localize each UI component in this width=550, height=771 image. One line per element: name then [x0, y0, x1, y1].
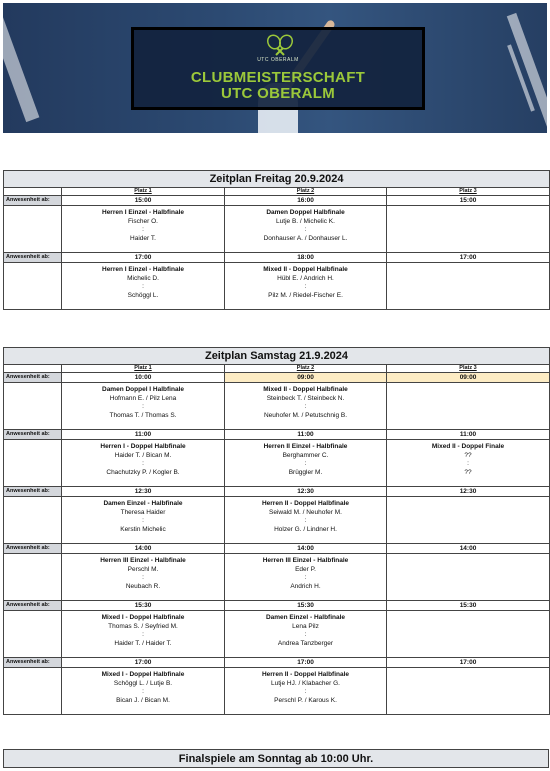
- player-pair-2: Kerstin Michelic: [120, 526, 166, 533]
- match-title: Herren III Einzel - Halbfinale: [100, 557, 186, 564]
- attendance-label: Anwesenheit ab:: [4, 601, 62, 611]
- court-header-blank: [4, 365, 62, 373]
- banner-title: [134, 70, 422, 102]
- attendance-time-court-2: 16:00: [225, 196, 387, 206]
- player-pair-1: Berghammer C.: [282, 452, 329, 459]
- match-title: Mixed II - Doppel Halbfinale: [263, 386, 348, 393]
- match-cell-court-1: [62, 383, 225, 430]
- player-pair-2: Haider T.: [130, 235, 156, 242]
- match-cell-court-1: [62, 554, 225, 601]
- attendance-time-court-3: 12:30: [387, 487, 550, 497]
- player-pair-1: Lutje HJ. / Klabacher G.: [270, 680, 340, 687]
- player-pair-1: Steinbeck T. / Steinbeck N.: [266, 395, 345, 402]
- versus-separator: :: [304, 574, 307, 581]
- crossed-rackets-icon: [264, 34, 296, 56]
- match-cell-court-1: [62, 497, 225, 544]
- attendance-time-court-3: 14:00: [387, 544, 550, 554]
- attendance-time-court-2: 12:30: [225, 487, 387, 497]
- attendance-label: Anwesenheit ab:: [4, 373, 62, 383]
- match-title: Herren II - Doppel Halbfinale: [261, 671, 350, 678]
- header-banner: [3, 3, 547, 133]
- match-cell-court-3: [387, 206, 550, 253]
- club-logo: [131, 27, 425, 110]
- decorative-streak: [3, 14, 39, 122]
- player-pair-2: Andrea Tanzberger: [277, 640, 334, 647]
- match-row-blank: [4, 668, 62, 715]
- player-pair-2: Pilz M. / Riedel-Fischer E.: [268, 292, 343, 299]
- versus-separator: :: [304, 226, 307, 233]
- match-cell-court-2: [225, 668, 387, 715]
- schedule-title-row: [4, 171, 550, 188]
- versus-separator: :: [142, 688, 144, 695]
- versus-separator: :: [142, 403, 144, 410]
- attendance-time-court-2: 17:00: [225, 658, 387, 668]
- match-row-blank: [4, 263, 62, 310]
- court-header-2: Platz 2: [225, 188, 387, 196]
- attendance-time-court-3: 17:00: [387, 658, 550, 668]
- match-cell-court-3: [387, 668, 550, 715]
- friday-schedule-table: [3, 170, 550, 310]
- attendance-label: Anwesenheit ab:: [4, 430, 62, 440]
- court-header-3: Platz 3: [387, 188, 550, 196]
- attendance-row: [4, 253, 550, 263]
- match-cell-court-3: [387, 554, 550, 601]
- logo-club-name: UTC OBERALM: [257, 57, 299, 63]
- versus-separator: :: [304, 403, 307, 410]
- match-title: Mixed I - Doppel Halbfinale: [101, 614, 185, 621]
- player-pair-1: ??: [464, 452, 472, 459]
- sunday-final-title: Finalspiele am Sonntag ab 10:00 Uhr.: [4, 750, 549, 768]
- player-pair-1: Perschl M.: [127, 566, 159, 573]
- match-title: Mixed II - Doppel Halbfinale: [263, 266, 348, 273]
- schedule-title: Zeitplan Freitag 20.9.2024: [4, 171, 550, 188]
- attendance-time-court-1: 10:00: [62, 373, 225, 383]
- player-pair-2: Donhauser A. / Donhauser L.: [263, 235, 348, 242]
- match-cell-court-1: [62, 440, 225, 487]
- match-cell-court-1: [62, 668, 225, 715]
- match-title: Herren I Einzel - Halbfinale: [102, 209, 184, 216]
- player-pair-2: Schöggl L.: [127, 292, 159, 299]
- versus-separator: :: [467, 460, 469, 467]
- match-row-blank: [4, 554, 62, 601]
- versus-separator: :: [142, 226, 144, 233]
- player-pair-2: Bican J. / Bican M.: [116, 697, 170, 704]
- player-pair-1: Michelic D.: [127, 275, 159, 282]
- match-row: [4, 440, 550, 487]
- match-cell-court-3: [387, 383, 550, 430]
- player-pair-2: Haider T. / Haider T.: [114, 640, 172, 647]
- attendance-label: Anwesenheit ab:: [4, 658, 62, 668]
- match-title: Herren II Einzel - Halbfinale: [263, 443, 348, 450]
- versus-separator: :: [142, 631, 144, 638]
- versus-separator: :: [304, 517, 307, 524]
- decorative-streak: [507, 13, 547, 129]
- player-pair-1: Seiwald M. / Neuhofer M.: [269, 509, 342, 516]
- match-title: Herren III Einzel - Halbfinale: [262, 557, 349, 564]
- player-pair-1: Lutje B. / Michelic K.: [276, 218, 335, 225]
- player-pair-1: Eder P.: [295, 566, 316, 573]
- versus-separator: :: [142, 460, 144, 467]
- saturday-schedule-table: [3, 347, 550, 715]
- player-pair-1: Haider T. / Bican M.: [114, 452, 172, 459]
- match-title: Mixed II - Doppel Finale: [431, 443, 505, 450]
- court-header-row: [4, 188, 550, 196]
- match-row: [4, 554, 550, 601]
- versus-separator: :: [304, 283, 307, 290]
- player-pair-2: Holzer G. / Lindner H.: [274, 526, 337, 533]
- match-cell-court-1: [62, 263, 225, 310]
- player-pair-2: Thomas T. / Thomas S.: [109, 412, 177, 419]
- attendance-time-court-3: 11:00: [387, 430, 550, 440]
- attendance-row: [4, 658, 550, 668]
- banner-title-line1: CLUBMEISTERSCHAFT: [190, 69, 366, 86]
- attendance-time-court-3: 17:00: [387, 253, 550, 263]
- attendance-time-court-1: 12:30: [62, 487, 225, 497]
- schedule-title-row: [4, 348, 550, 365]
- attendance-time-court-3: 09:00: [387, 373, 550, 383]
- versus-separator: :: [142, 283, 144, 290]
- attendance-label: Anwesenheit ab:: [4, 253, 62, 263]
- court-header-1: Platz 1: [62, 365, 225, 373]
- match-cell-court-2: [225, 611, 387, 658]
- match-row: [4, 497, 550, 544]
- match-row: [4, 668, 550, 715]
- versus-separator: :: [304, 631, 307, 638]
- match-row: [4, 263, 550, 310]
- match-cell-court-2: [225, 263, 387, 310]
- versus-separator: :: [142, 574, 144, 581]
- attendance-time-court-2: 15:30: [225, 601, 387, 611]
- attendance-time-court-1: 17:00: [62, 658, 225, 668]
- attendance-label: Anwesenheit ab:: [4, 544, 62, 554]
- match-title: Damen Doppel I Halbfinale: [102, 386, 184, 393]
- attendance-time-court-3: 15:30: [387, 601, 550, 611]
- attendance-time-court-2: 18:00: [225, 253, 387, 263]
- player-pair-1: Fischer O.: [128, 218, 158, 225]
- match-cell-court-3: [387, 263, 550, 310]
- court-header-blank: [4, 188, 62, 196]
- player-pair-1: Theresa Haider: [120, 509, 166, 516]
- match-row-blank: [4, 440, 62, 487]
- player-pair-2: Andrich H.: [290, 583, 321, 590]
- attendance-row: [4, 487, 550, 497]
- match-title: Herren I - Doppel Halbfinale: [100, 443, 186, 450]
- versus-separator: :: [304, 460, 307, 467]
- attendance-time-court-2: 09:00: [225, 373, 387, 383]
- match-title: Damen Einzel - Halbfinale: [103, 500, 183, 507]
- attendance-time-court-1: 11:00: [62, 430, 225, 440]
- match-cell-court-2: [225, 206, 387, 253]
- attendance-time-court-2: 11:00: [225, 430, 387, 440]
- versus-separator: :: [304, 688, 307, 695]
- match-row: [4, 611, 550, 658]
- player-pair-2: Neubach R.: [125, 583, 161, 590]
- attendance-row: [4, 196, 550, 206]
- player-pair-1: Schöggl L. / Lutje B.: [113, 680, 173, 687]
- court-header-2: Platz 2: [225, 365, 387, 373]
- attendance-label: Anwesenheit ab:: [4, 487, 62, 497]
- match-title: Herren II - Doppel Halbfinale: [261, 500, 350, 507]
- player-pair-1: Hofmann E. / Pilz Lena: [109, 395, 177, 402]
- match-row-blank: [4, 206, 62, 253]
- player-pair-2: Perschl P. / Karous K.: [274, 697, 337, 704]
- match-cell-court-2: [225, 497, 387, 544]
- attendance-time-court-1: 14:00: [62, 544, 225, 554]
- match-cell-court-1: [62, 611, 225, 658]
- match-title: Damen Doppel Halbfinale: [266, 209, 345, 216]
- match-title: Herren I Einzel - Halbfinale: [102, 266, 184, 273]
- match-title: Mixed I - Doppel Halbfinale: [101, 671, 185, 678]
- player-pair-2: Brüggler M.: [288, 469, 323, 476]
- court-header-3: Platz 3: [387, 365, 550, 373]
- match-cell-court-1: [62, 206, 225, 253]
- banner-title-line2: UTC OBERALM: [220, 85, 336, 102]
- player-pair-1: Thomas S. / Seyfried M.: [108, 623, 178, 630]
- match-row: [4, 383, 550, 430]
- attendance-time-court-1: 17:00: [62, 253, 225, 263]
- attendance-label: Anwesenheit ab:: [4, 196, 62, 206]
- match-cell-court-3: [387, 440, 550, 487]
- match-row: [4, 206, 550, 253]
- match-row-blank: [4, 383, 62, 430]
- court-header-1: Platz 1: [62, 188, 225, 196]
- match-cell-court-2: [225, 383, 387, 430]
- player-pair-2: ??: [464, 469, 472, 476]
- schedule-title: Zeitplan Samstag 21.9.2024: [4, 348, 550, 365]
- match-cell-court-3: [387, 611, 550, 658]
- attendance-row: [4, 601, 550, 611]
- sunday-final-table: [3, 749, 549, 768]
- match-title: Damen Einzel - Halbfinale: [265, 614, 346, 621]
- player-pair-2: Neuhofer M. / Petutschnig B.: [263, 412, 348, 419]
- match-cell-court-2: [225, 440, 387, 487]
- player-pair-1: Lena Pilz: [292, 623, 319, 630]
- match-row-blank: [4, 497, 62, 544]
- attendance-row: [4, 544, 550, 554]
- attendance-time-court-2: 14:00: [225, 544, 387, 554]
- attendance-row: [4, 430, 550, 440]
- match-row-blank: [4, 611, 62, 658]
- court-header-row: [4, 365, 550, 373]
- player-pair-1: Hübl E. / Andrich H.: [277, 275, 334, 282]
- attendance-time-court-1: 15:30: [62, 601, 225, 611]
- attendance-time-court-1: 15:00: [62, 196, 225, 206]
- versus-separator: :: [142, 517, 144, 524]
- attendance-row: [4, 373, 550, 383]
- match-cell-court-2: [225, 554, 387, 601]
- attendance-time-court-3: 15:00: [387, 196, 550, 206]
- match-cell-court-3: [387, 497, 550, 544]
- player-pair-2: Chachutzky P. / Kogler B.: [106, 469, 180, 476]
